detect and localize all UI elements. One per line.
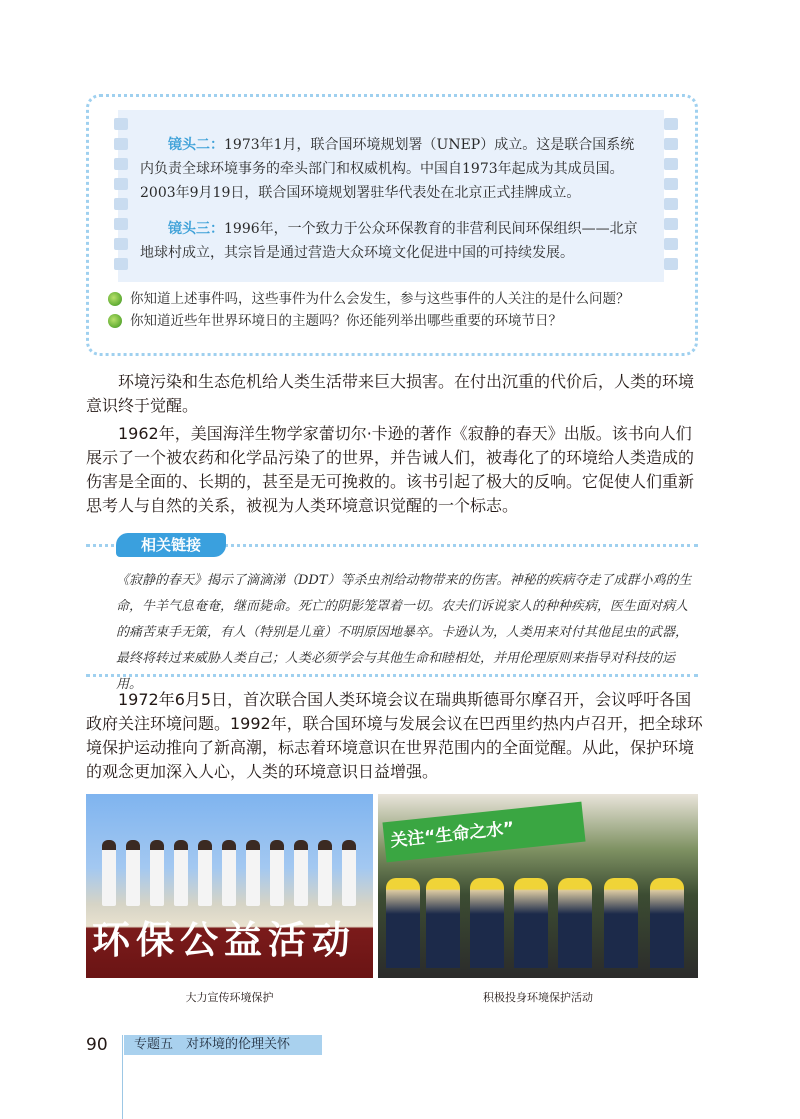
body-paragraph: 1962年，美国海洋生物学家蕾切尔·卡逊的著作《寂静的春天》出版。该书向人们展示了一个被农药和化学品污染了的世界，并告诫人们，被毒化了的环境给人类造成的伤害是全面的、长期的，甚至是无可挽救的。该书引起了极大的反响。它促使人们重新思考人与自然的关系，被视为人类环境意识觉醒的一个标志。 [86,424,695,515]
photo-cycling-activity [378,794,698,978]
dancers-group [96,840,366,900]
shot-three-text: 1996年，一个致力于公众环保教育的非营利民间环保组织——北京地球村成立，其宗旨是通过营造大众环境文化促进中国的可持续发展。 [140,221,638,261]
body-paragraph: 1972年6月5日，首次联合国人类环境会议在瑞典斯德哥尔摩召开，会议呼吁各国政府关注环境问题。1992年，联合国环境与发展会议在巴西里约热内卢召开，把全球环境保护运动推向了新高潮，标志着环境意识在世界范围内的全面觉醒。从此，保护环境的观念更加深入人心，人类的环境意识日益增强。 [86,690,703,781]
film-perforations-left [110,110,132,282]
body-paragraph: 环境污染和生态危机给人类生活带来巨大损害。在付出沉重的代价后，人类的环境意识终于觉醒。 [86,372,695,415]
photo-environmental-performance [86,794,373,978]
bullet-dot-icon [108,314,122,328]
footer-section-title: 专题五 对环境的伦理关怀 [124,1035,322,1055]
shot-three-paragraph [140,217,645,265]
shot-two-paragraph [140,133,645,205]
related-link-text: 《寂静的春天》揭示了滴滴涕（DDT）等杀虫剂给动物带来的伤害。神秘的疾病夺走了成群小鸡的生命，牛羊气息奄奄，继而毙命。死亡的阴影笼罩着一切。农夫们诉说家人的种种疾病，医生面对病人的痛苦束手无策，有人（特别是儿童）不明原因地暴卒。卡逊认为，人类用来对付其他昆虫的武器，最终将转过来威胁人类自己；人类必须学会与其他生命和睦相处，并用伦理原则来指导对科技的运用。 [116,573,692,692]
shot-three-tag: 镜头三： [168,221,224,237]
related-link-label: 相关链接 [116,533,226,557]
question-item: 你知道近些年世界环境日的主题吗？你还能列举出哪些重要的环境节日？ [108,310,683,332]
shot-two-tag: 镜头二： [168,137,224,153]
film-perforations-right [660,110,682,282]
stage-banner-text: 环保公益活动 [92,918,357,962]
question-item: 你知道上述事件吗，这些事件为什么会发生，参与这些事件的人关注的是什么问题？ [108,288,683,310]
cyclists-group [378,858,698,978]
photo-caption-left: 大力宣传环境保护 [185,991,274,1004]
footer-vertical-rule [122,1035,123,1119]
bullet-dot-icon [108,292,122,306]
page-number: 90 [86,1035,108,1055]
question-list [108,288,683,332]
related-link-bottom-divider [86,674,698,677]
green-banner-text: 关注“生命之水” [389,818,516,852]
shot-two-text: 1973年1月，联合国环境规划署（UNEP）成立。这是联合国系统内负责全球环境事务的牵头部门和权威机构。中国自1973年起成为其成员国。2003年9月19日，联合国环境规划署驻华代表处在北京正式挂牌成立。 [140,137,635,201]
photo-caption-right: 积极投身环境保护活动 [483,991,593,1004]
